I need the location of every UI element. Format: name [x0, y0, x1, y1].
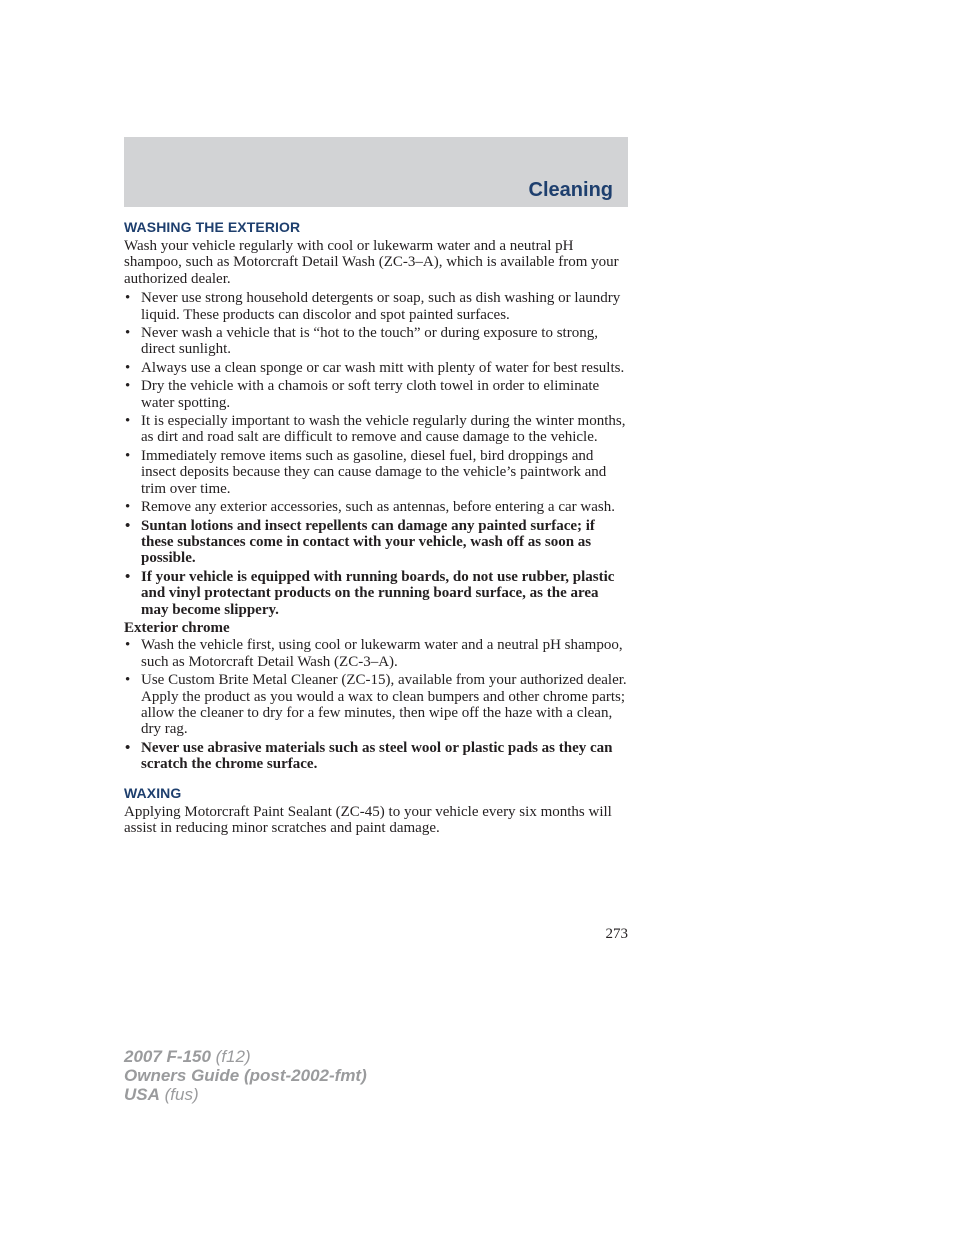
page-number: 273: [605, 926, 628, 942]
list-item: [124, 360, 628, 376]
list-item-text: If your vehicle is equipped with running boards, do not use rubber, plastic and vinyl protectant products on the running board surface, as the area may become slippery.: [141, 568, 615, 618]
list-item: [124, 448, 628, 497]
list-item-text: Always use a clean sponge or car wash mitt with plenty of water for best results.: [141, 359, 625, 376]
list-item-text: Never use abrasive materials such as steel wool or plastic pads as they can scratch the chrome surface.: [141, 739, 613, 773]
chapter-title: Cleaning: [528, 179, 613, 201]
warning-list-item: [124, 569, 628, 618]
page-content: [124, 219, 628, 839]
washing-intro: Wash your vehicle regularly with cool or lukewarm water and a neutral pH shampoo, such as Motorcraft Detail Wash (ZC-3–A), which is available from your authorized dealer.: [124, 238, 619, 287]
bullet-icon: •: [125, 739, 131, 756]
list-item: [124, 672, 628, 738]
bullet-icon: •: [125, 359, 131, 376]
footer-model: 2007 F-150: [124, 1047, 211, 1066]
washing-heading: WASHING THE EXTERIOR: [124, 219, 301, 235]
list-item: [124, 378, 628, 411]
bullet-icon: •: [125, 517, 131, 534]
list-item-text: Suntan lotions and insect repellents can damage any painted surface; if these substances come in contact with your vehicle, wash off as soon as possible.: [141, 517, 595, 567]
bullet-icon: •: [125, 325, 131, 342]
waxing-text: Applying Motorcraft Paint Sealant (ZC-45) to your vehicle every six months will assist in reducing minor scratches and paint damage.: [124, 803, 612, 836]
list-item-text: Never use strong household detergents or soap, such as dish washing or laundry liquid. These products can discolor and spot painted surfaces.: [141, 290, 621, 323]
list-item-text: Remove any exterior accessories, such as antennas, before entering a car wash.: [141, 499, 615, 516]
footer-guide: Owners Guide (post-2002-fmt): [124, 1066, 367, 1085]
bullet-icon: •: [125, 413, 131, 430]
bullet-icon: •: [125, 290, 131, 307]
chrome-bullet-list: [124, 637, 628, 772]
list-item-text: It is especially important to wash the vehicle regularly during the winter months, as dirt and road salt are difficult to remove and cause damage to the vehicle.: [141, 413, 626, 446]
footer-region-code: (fus): [159, 1085, 199, 1104]
footer-line-guide: [124, 1066, 367, 1085]
list-item-text: Use Custom Brite Metal Cleaner (ZC-15), available from your authorized dealer. Apply the product as you would a wax to clean bumpers and other chrome parts; allow the cleaner to dry for a few minutes, then wipe off the haze with a clean, dry rag.: [141, 672, 627, 738]
list-item-text: Wash the vehicle first, using cool or lukewarm water and a neutral pH shampoo, such as Motorcraft Detail Wash (ZC-3–A).: [141, 637, 623, 670]
document-footer: [124, 1047, 367, 1104]
list-item: [124, 637, 628, 670]
warning-list-item: [124, 518, 628, 567]
list-item-text: Dry the vehicle with a chamois or soft terry cloth towel in order to eliminate water spotting.: [141, 378, 600, 411]
washing-bullet-list: [124, 290, 628, 618]
list-item-text: Never wash a vehicle that is “hot to the touch” or during exposure to strong, direct sunlight.: [141, 325, 598, 358]
list-item: [124, 499, 628, 515]
bullet-icon: •: [125, 447, 131, 464]
bullet-icon: •: [125, 568, 131, 585]
bullet-icon: •: [125, 672, 131, 689]
footer-model-code: (f12): [210, 1047, 251, 1066]
chapter-header-bar: [124, 137, 628, 207]
footer-line-region: [124, 1085, 367, 1104]
footer-line-model: [124, 1047, 367, 1066]
list-item-text: Immediately remove items such as gasoline, diesel fuel, bird droppings and insect deposits because they can cause damage to the vehicle’s paintwork and trim over time.: [141, 447, 607, 497]
bullet-icon: •: [125, 499, 131, 516]
bullet-icon: •: [125, 637, 131, 654]
footer-region: USA: [124, 1085, 160, 1104]
bullet-icon: •: [125, 378, 131, 395]
waxing-heading: WAXING: [124, 784, 182, 801]
list-item: [124, 325, 628, 358]
list-item: [124, 413, 628, 446]
list-item: [124, 290, 628, 323]
warning-list-item: [124, 740, 628, 773]
chrome-heading: Exterior chrome: [124, 619, 230, 636]
